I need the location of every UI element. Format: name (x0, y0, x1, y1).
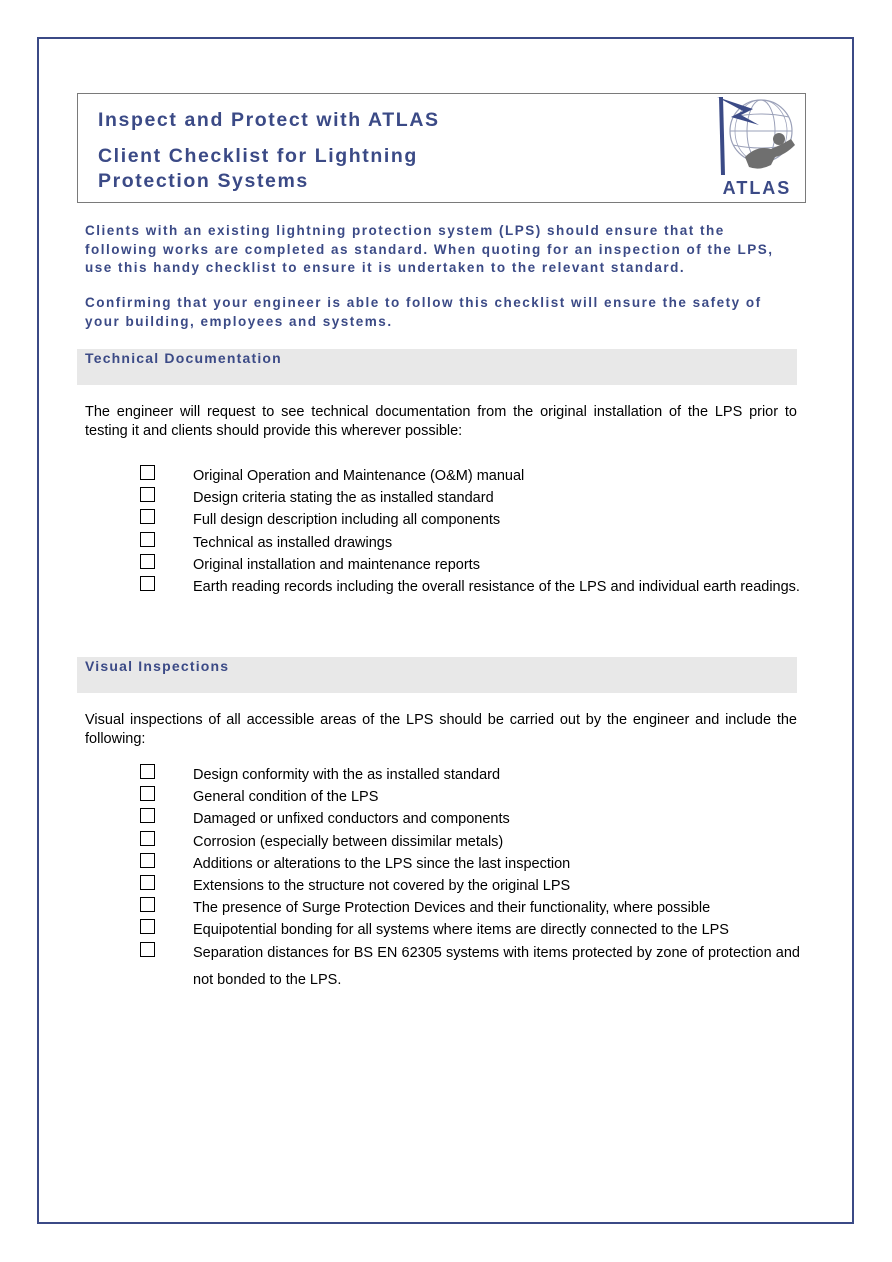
checklist-item-label: Technical as installed drawings (193, 534, 393, 551)
checklist-item (140, 940, 800, 994)
checkbox[interactable] (140, 831, 155, 846)
checklist-item-label: Damaged or unfixed conductors and components (193, 811, 510, 828)
checklist-item-label: General condition of the LPS (193, 789, 379, 806)
visual-inspections-checklist (140, 767, 800, 994)
section-header-technical-documentation (77, 349, 797, 385)
checklist-item (140, 574, 800, 601)
checkbox[interactable] (140, 764, 155, 779)
checkbox[interactable] (140, 853, 155, 868)
header-subtitle: Client Checklist for Lightning Protection Systems (98, 145, 418, 192)
section-title: Visual Inspections (85, 658, 230, 674)
header-title: Inspect and Protect with ATLAS (98, 109, 440, 131)
checkbox[interactable] (140, 576, 155, 591)
checkbox[interactable] (140, 942, 155, 957)
section-header-visual-inspections (77, 657, 797, 693)
checklist-item-label: Equipotential bonding for all systems where items are directly connected to the LPS (193, 922, 729, 939)
atlas-globe-icon (715, 95, 799, 177)
checklist-item-label: Additions or alterations to the LPS since the last inspection (193, 855, 571, 872)
page-border (37, 37, 854, 1224)
checklist-item-label: Original Operation and Maintenance (O&M) manual (193, 468, 525, 484)
intro-paragraph-1: Clients with an existing lightning protection system (LPS) should ensure that the following works are completed as standard. When quoting for an inspection of the LPS, use this handy checklist to ensure it is undertaken to the relevant standard. (85, 223, 774, 275)
checklist-item-label: The presence of Surge Protection Devices and their functionality, where possible (193, 900, 711, 917)
checklist-item-label: Original installation and maintenance reports (193, 556, 480, 573)
checkbox[interactable] (140, 465, 155, 480)
checklist-item-label: Earth reading records including the overall resistance of the LPS and individual earth readings. (193, 579, 800, 596)
checklist-item-label: Full design description including all components (193, 512, 501, 529)
logo-text: ATLAS (722, 178, 792, 198)
checkbox[interactable] (140, 487, 155, 502)
checkbox[interactable] (140, 808, 155, 823)
intro-paragraph-2: Confirming that your engineer is able to follow this checklist will ensure the safety of your building, employees and systems. (85, 295, 762, 329)
checkbox[interactable] (140, 919, 155, 934)
checklist-item-label: Design conformity with the as installed standard (193, 767, 501, 783)
checklist-item-label: Corrosion (especially between dissimilar metals) (193, 833, 504, 850)
header (77, 93, 806, 203)
technical-documentation-checklist (140, 468, 800, 601)
atlas-logo (715, 95, 799, 199)
checklist-item-label: Separation distances for BS EN 62305 systems with items protected by zone of protection and not bonded to the LPS. (193, 944, 800, 988)
checkbox[interactable] (140, 509, 155, 524)
checklist-item-label: Design criteria stating the as installed standard (193, 490, 494, 507)
section-description: The engineer will request to see technical documentation from the original installation of the LPS prior to testing it and clients should provide this wherever possible: (85, 404, 797, 439)
checkbox[interactable] (140, 532, 155, 547)
checkbox[interactable] (140, 786, 155, 801)
checkbox[interactable] (140, 897, 155, 912)
checklist-item-label: Extensions to the structure not covered by the original LPS (193, 878, 571, 895)
checkbox[interactable] (140, 875, 155, 890)
section-description: Visual inspections of all accessible areas of the LPS should be carried out by the engineer and include the following: (85, 712, 797, 747)
section-title: Technical Documentation (85, 350, 282, 366)
checkbox[interactable] (140, 554, 155, 569)
